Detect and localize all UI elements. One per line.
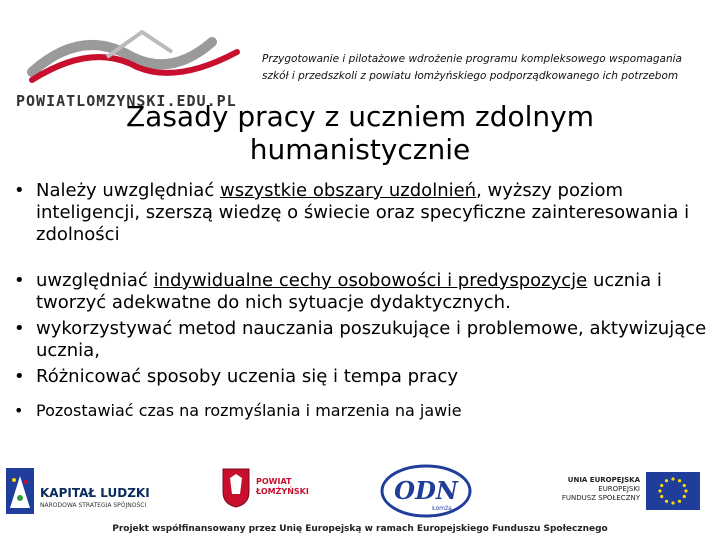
cofinance-note: Projekt współfinansowany przez Unię Europejską w ramach Europejskiego Funduszu Społecznego bbox=[112, 524, 608, 534]
odn-logo-icon bbox=[380, 464, 472, 518]
powiat-label-line-2: ŁOMŻYŃSKI bbox=[256, 487, 309, 496]
bullet-item-1 bbox=[14, 180, 714, 270]
bullet-1-underlined: wszystkie obszary uzdolnień bbox=[219, 180, 477, 201]
site-logo bbox=[12, 22, 252, 110]
project-title-line-2: szkół i przedszkoli z powiatu łomżyńskiego podporządkowanego ich potrzebom bbox=[262, 70, 679, 82]
bullet-1-text: Należy uwzględniać bbox=[36, 180, 220, 201]
slide-title-line-2: humanistycznie bbox=[249, 133, 471, 166]
eu-label-line-2: EUROPEJSKI bbox=[598, 485, 640, 493]
powiat-label bbox=[256, 477, 309, 497]
bullet-item-2 bbox=[14, 270, 714, 318]
bullet-marker: • bbox=[14, 401, 24, 420]
footer-logos bbox=[0, 462, 720, 520]
project-title-line-1: Przygotowanie i pilotażowe wdrożenie programu kompleksowego wspomagania bbox=[262, 53, 682, 65]
bullet-list bbox=[14, 180, 714, 422]
bullet-marker: • bbox=[14, 318, 25, 339]
eu-label bbox=[560, 476, 640, 503]
bullet-item-3 bbox=[14, 318, 714, 366]
kapital-ludzki-icon bbox=[6, 468, 34, 514]
bullet-item-5 bbox=[14, 400, 714, 422]
bullet-3-text: wykorzystywać metod nauczania poszukujące i problemowe, aktywizujące ucznia, bbox=[36, 318, 707, 361]
odn-logo-text: ODN bbox=[394, 476, 458, 505]
bullet-2-rest: ucznia i tworzyć adekwatne do nich sytuacje dydaktycznych. bbox=[36, 270, 662, 313]
slide-title bbox=[60, 100, 660, 166]
eu-label-line-3: FUNDUSZ SPOŁECZNY bbox=[561, 494, 640, 502]
site-logo-text: POWIATLOMZYNSKI.EDU.PL bbox=[16, 92, 237, 110]
powiat-label-line-1: POWIAT bbox=[256, 477, 292, 486]
kapital-ludzki-label: KAPITAŁ LUDZKI bbox=[40, 486, 150, 500]
powiat-crest-icon bbox=[222, 468, 250, 508]
bullet-item-4 bbox=[14, 366, 714, 400]
kapital-ludzki-sublabel: NARODOWA STRATEGIA SPÓJNOŚCI bbox=[40, 502, 147, 509]
bullet-4-text: Różnicować sposoby uczenia się i tempa pracy bbox=[36, 366, 458, 387]
eu-label-line-1: UNIA EUROPEJSKA bbox=[567, 476, 640, 484]
logo-swoosh-icon bbox=[12, 22, 252, 92]
odn-logo-sublabel: Łomża bbox=[432, 505, 452, 512]
bullet-1-rest: , wyższy poziom inteligencji, szerszą wiedzę o świecie oraz specyficzne zainteresowania i zdolności bbox=[36, 180, 690, 245]
bullet-marker: • bbox=[14, 270, 25, 291]
bullet-5-text: Pozostawiać czas na rozmyślania i marzenia na jawie bbox=[36, 401, 462, 420]
bullet-2-text: uwzględniać bbox=[36, 270, 154, 291]
bullet-marker: • bbox=[14, 180, 25, 201]
eu-flag-icon bbox=[646, 472, 700, 510]
slide-title-line-1: Zasady pracy z uczniem zdolnym bbox=[126, 100, 594, 133]
bullet-2-underlined: indywidualne cechy osobowości i predyspozycje bbox=[153, 270, 588, 291]
bullet-marker: • bbox=[14, 366, 25, 387]
